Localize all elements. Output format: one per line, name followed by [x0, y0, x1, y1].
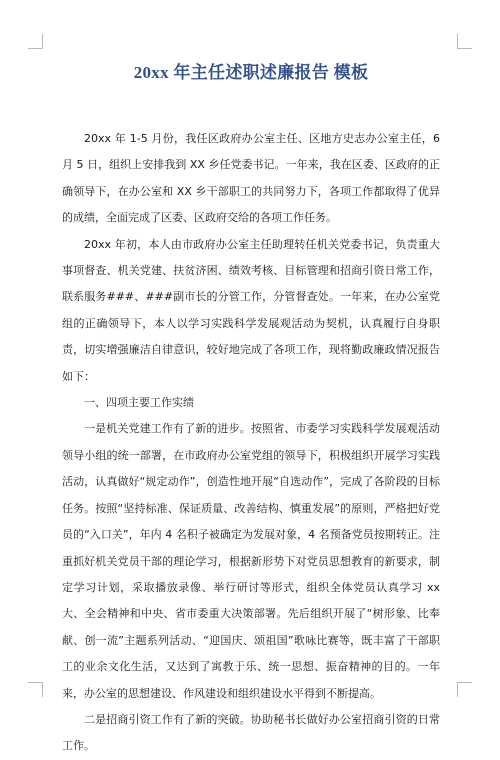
crop-mark-bottom-right: [457, 682, 472, 697]
section-heading: 一、四项主要工作实绩: [84, 396, 194, 410]
crop-mark-top-right: [457, 34, 472, 49]
paragraph-investment: 二是招商引资工作有了新的突破。协助秘书长做好办公室招商引资的日常工作。: [62, 712, 440, 753]
paragraph-overview: 20xx 年初，本人由市政府办公室主任助理转任机关党委书记，负责重大事项督查、机关党建、扶贫济困、绩效考核、目标管理和招商引资日常工作，联系服务###、###副市长的分管工作，分管督查处。一年来，在办公室党组的正确领导下，本人以学习实践科学发展观活动为契机，认真履行自身职责，切实增强廉洁自律意识，较好地完成了各项工作，现将勤政廉政情况报告如下：: [62, 237, 440, 383]
crop-mark-bottom-left: [28, 682, 43, 697]
paragraph-intro: 20xx 年 1-5 月份，我任区政府办公室主任、区地方史志办公室主任，6 月 5 日，组织上安排我到 XX 乡任党委书记。一年来，我在区委、区政府的正确领导下，在办公室和 XX 乡干部职工的共同努力下，各项工作都取得了优异的成绩，全面完成了区委、区政府交给的各项工作任务。: [62, 132, 440, 225]
crop-mark-top-left: [28, 34, 43, 49]
document-page: [62, 60, 440, 760]
document-title: 20xx 年主任述职述廉报告 模板: [133, 63, 369, 82]
document-body: [62, 126, 440, 760]
paragraph-party-building: 一是机关党建工作有了新的进步。按照省、市委学习实践科学发展观活动领导小组的统一部署，在市政府办公室党组的领导下，积极组织开展学习实践活动，认真做好“规定动作”，创造性地开展“自选动作”，完成了各阶段的目标任务。按照“坚持标准、保证质量、改善结构、慎重发展”的原则，严格把好党员的“入口关”，年内 4 名积子被确定为发展对象，4 名预备党员按期转正。注重抓好机关党员干部的理论学习，根据新形势下对党员思想教育的新要求，制定学习计划，采取播放录像、举行研讨等形式，组织全体党员认真学习 xx 大、全会精神和中央、省市委重大决策部署。先后组织开展了“树形象、比奉献、创一流”主题系列活动、“迎国庆、颂祖国”歌咏比赛等，既丰富了干部职工的业余文化生活，又达到了寓教于乐、统一思想、振奋精神的目的。一年来，办公室的思想建设、作风建设和组织建设水平得到不断提高。: [62, 422, 440, 700]
